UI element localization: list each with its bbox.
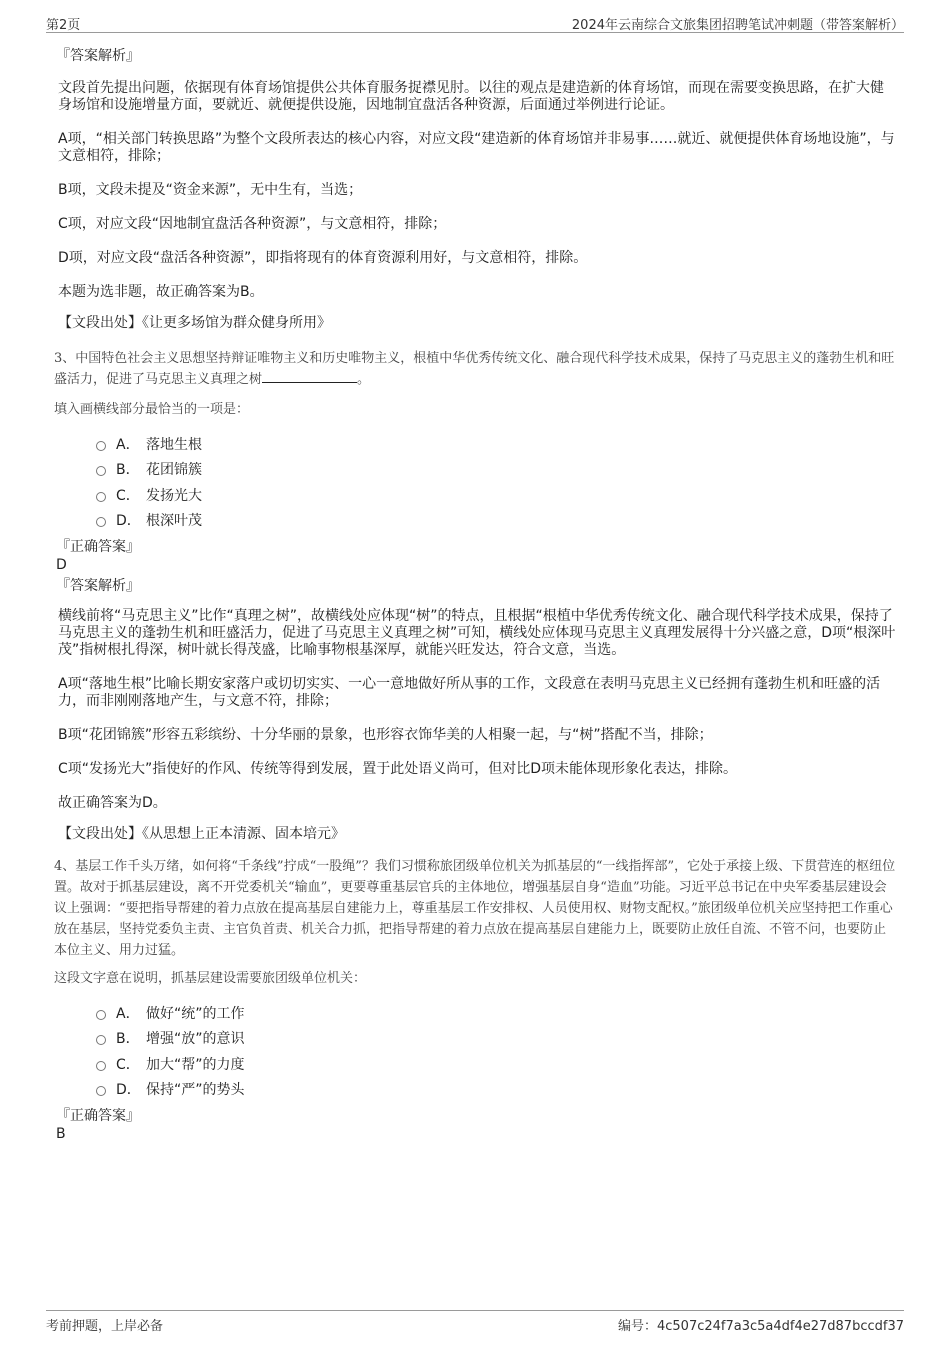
option-text: 落地生根 bbox=[146, 436, 202, 453]
q2-analysis-para: B项，文段未提及“资金来源”，无中生有，当选； bbox=[58, 182, 363, 198]
radio-icon[interactable] bbox=[96, 1035, 106, 1045]
option-text: 保持“严”的势头 bbox=[146, 1082, 245, 1099]
q4-option-b[interactable] bbox=[96, 1026, 896, 1052]
q3-options bbox=[96, 431, 896, 533]
document-title: 2024年云南综合文旅集团招聘笔试冲刺题（带答案解析） bbox=[571, 18, 904, 33]
q4-prompt: 这段文字意在说明，抓基层建设需要旅团级单位机关： bbox=[54, 971, 367, 986]
option-letter: D． bbox=[116, 513, 141, 530]
q3-option-c[interactable] bbox=[96, 482, 896, 508]
q3-answer-label: 『正确答案』 bbox=[56, 539, 140, 555]
q3-analysis-para: B项“花团锦簇”形容五彩缤纷、十分华丽的景象，也形容衣饰华美的人相聚一起，与“树”搭配不当，排除； bbox=[58, 727, 713, 743]
option-text: 花团锦簇 bbox=[146, 462, 202, 479]
q3-question-end: 。 bbox=[357, 372, 371, 387]
q4-options bbox=[96, 1000, 896, 1102]
q2-analysis bbox=[58, 80, 896, 301]
document-serial: 编号：4c507c24f7a3c5a4df4e27d87bccdf37 bbox=[617, 1319, 904, 1334]
q3-analysis bbox=[58, 608, 896, 812]
page-number: 第2页 bbox=[46, 18, 81, 33]
radio-icon[interactable] bbox=[96, 466, 106, 476]
q2-source: 【文段出处】《让更多场馆为群众健身所用》 bbox=[58, 315, 331, 331]
page-header bbox=[46, 12, 904, 33]
footer-slogan: 考前押题，上岸必备 bbox=[46, 1319, 164, 1334]
q2-analysis-label: 『答案解析』 bbox=[56, 48, 140, 64]
radio-icon[interactable] bbox=[96, 441, 106, 451]
q3-analysis-label: 『答案解析』 bbox=[56, 578, 140, 594]
option-letter: B． bbox=[116, 462, 140, 479]
page-footer bbox=[46, 1310, 904, 1335]
option-letter: B． bbox=[116, 1031, 140, 1048]
q3-source: 【文段出处】《从思想上正本清源、固本培元》 bbox=[58, 826, 345, 842]
radio-icon[interactable] bbox=[96, 492, 106, 502]
q4-option-a[interactable] bbox=[96, 1000, 896, 1026]
q3-option-b[interactable] bbox=[96, 457, 896, 483]
radio-icon[interactable] bbox=[96, 517, 106, 527]
q2-analysis-para: 本题为选非题，故正确答案为B。 bbox=[58, 284, 264, 300]
q4-question: 4、基层工作千头万绪，如何将“千条线”拧成“一股绳”？我们习惯称旅团级单位机关为抓基层的“一线指挥部”，它处于承接上级、下贯营连的枢纽位置。故对于抓基层建设，离不开党委机关“输血”，更要尊重基层官兵的主体地位，增强基层自身“造血”功能。习近平总书记在中央军委基层建设会议上强调：“要把指导帮建的着力点放在提高基层自建能力上，尊重基层工作安排权、人员使用权、财物支配权。”旅团级单位机关应坚持把工作重心放在基层，坚持党委负主责、主官负首责、机关合力抓，把指导帮建的着力点放在提高基层自建能力上，既要防止放任自流、不管不问，也要防止本位主义、用力过猛。 bbox=[54, 859, 896, 958]
q4-answer-label: 『正确答案』 bbox=[56, 1108, 140, 1124]
option-letter: C． bbox=[116, 487, 140, 504]
q2-analysis-para: D项，对应文段“盘活各种资源”，即指将现有的体育资源利用好，与文意相符，排除。 bbox=[58, 250, 588, 266]
q3-blank bbox=[262, 370, 357, 383]
option-letter: A． bbox=[116, 1005, 140, 1022]
option-text: 根深叶茂 bbox=[146, 513, 202, 530]
q4-answer: B bbox=[56, 1126, 66, 1142]
option-letter: D． bbox=[116, 1082, 141, 1099]
q3-question bbox=[54, 348, 896, 390]
radio-icon[interactable] bbox=[96, 1061, 106, 1071]
page-content bbox=[56, 44, 896, 1143]
radio-icon[interactable] bbox=[96, 1086, 106, 1096]
q3-answer: D bbox=[56, 557, 67, 573]
option-text: 增强“放”的意识 bbox=[146, 1031, 245, 1048]
q3-option-d[interactable] bbox=[96, 508, 896, 534]
option-text: 发扬光大 bbox=[146, 487, 202, 504]
q3-analysis-para: A项“落地生根”比喻长期安家落户或切切实实、一心一意地做好所从事的工作，文段意在表明马克思主义已经拥有蓬勃生机和旺盛的活力，而非刚刚落地产生，与文意不符，排除； bbox=[58, 676, 881, 709]
q4-option-d[interactable] bbox=[96, 1077, 896, 1103]
radio-icon[interactable] bbox=[96, 1010, 106, 1020]
q3-option-a[interactable] bbox=[96, 431, 896, 457]
option-text: 加大“帮”的力度 bbox=[146, 1056, 245, 1073]
q4-option-c[interactable] bbox=[96, 1051, 896, 1077]
option-letter: A． bbox=[116, 436, 140, 453]
q2-analysis-para: A项，“相关部门转换思路”为整个文段所表达的核心内容，对应文段“建造新的体育场馆并非易事……就近、就便提供体育场地设施”，与文意相符，排除； bbox=[58, 131, 895, 164]
q2-analysis-para: 文段首先提出问题，依据现有体育场馆提供公共体育服务捉襟见肘。以往的观点是建造新的体育场馆，而现在需要变换思路，在扩大健身场馆和设施增量方面，要就近、就便提供设施，因地制宜盘活各种资源，后面通过举例进行论证。 bbox=[58, 80, 884, 113]
q3-prompt: 填入画横线部分最恰当的一项是： bbox=[54, 402, 250, 417]
q2-analysis-para: C项，对应文段“因地制宜盘活各种资源”，与文意相符，排除； bbox=[58, 216, 447, 232]
q3-question-text: 3、中国特色社会主义思想坚持辩证唯物主义和历史唯物主义，根植中华优秀传统文化、融合现代科学技术成果，保持了马克思主义的蓬勃生机和旺盛活力，促进了马克思主义真理之树 bbox=[54, 351, 895, 387]
q3-analysis-para: C项“发扬光大”指使好的作风、传统等得到发展，置于此处语义尚可，但对比D项未能体现形象化表达，排除。 bbox=[58, 761, 738, 777]
q3-analysis-para: 横线前将“马克思主义”比作“真理之树”，故横线处应体现“树”的特点，且根据“根植中华优秀传统文化、融合现代科学技术成果，保持了马克思主义的蓬勃生机和旺盛活力，促进了马克思主义真理之树”可知，横线处应体现马克思主义真理发展得十分兴盛之意，D项“根深叶茂”指树根扎得深，树叶就长得茂盛，比喻事物根基深厚，就能兴旺发达，符合文意，当选。 bbox=[58, 608, 896, 658]
option-text: 做好“统”的工作 bbox=[146, 1005, 245, 1022]
option-letter: C． bbox=[116, 1056, 140, 1073]
q3-analysis-para: 故正确答案为D。 bbox=[58, 795, 167, 811]
